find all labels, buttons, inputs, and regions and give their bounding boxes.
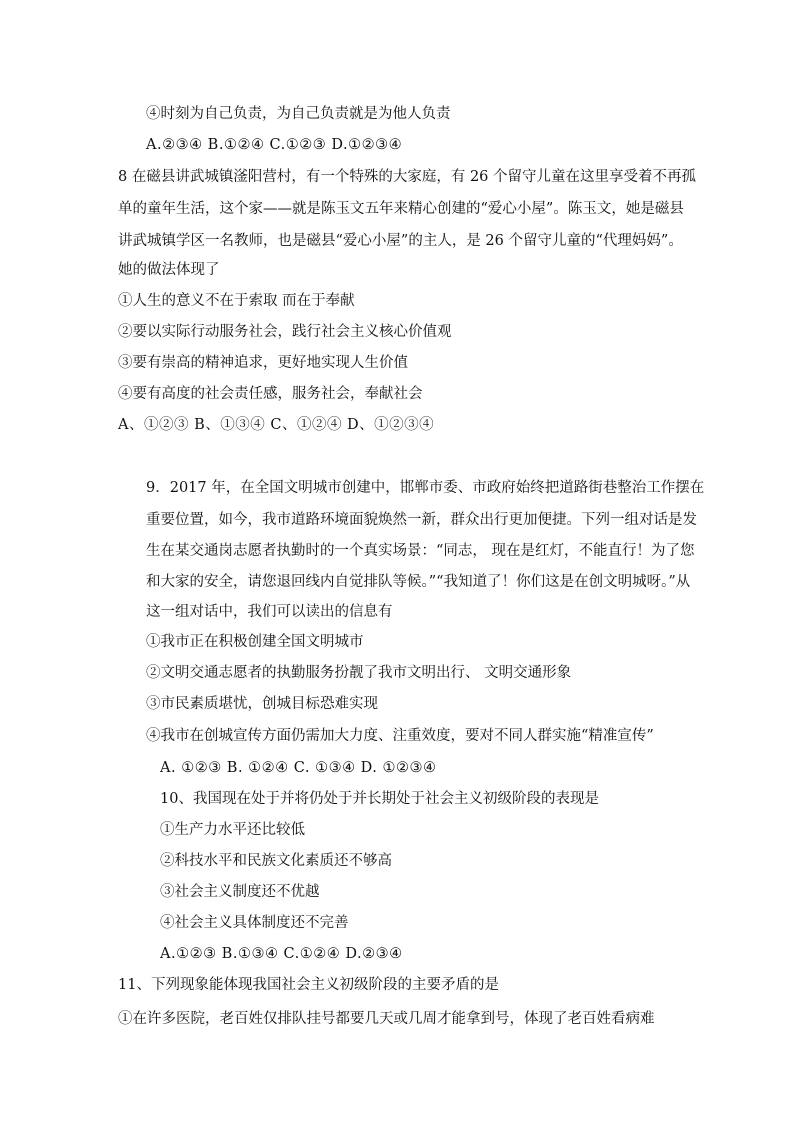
q8-stem-line-1: 8 在磁县讲武城镇滏阳营村，有一个特殊的大家庭，有 26 个留守儿童在这里享受着不再孤 (118, 169, 696, 185)
q9-stem-line-1: 9．2017 年，在全国文明城市创建中，邯郸市委、市政府始终把道路街巷整治工作摆在 (146, 480, 705, 496)
q9-statement-2: ②文明交通志愿者的执勤服务扮靓了我市文明出行、 文明交通形象 (146, 665, 572, 681)
q8-stem-line-2: 单的童年生活，这个家——就是陈玉文五年来精心创建的“爱心小屋”。陈玉文，她是磁县 (118, 201, 684, 217)
q8-statement-1: ①人生的意义不在于索取 而在于奉献 (118, 293, 355, 309)
q8-statement-2: ②要以实际行动服务社会，践行社会主义核心价值观 (118, 324, 452, 340)
q10-statement-1: ①生产力水平还比较低 (160, 822, 305, 838)
q9-options: A. ①②③ B. ①②④ C. ①③④ D. ①②③④ (160, 760, 437, 776)
q10-statement-2: ②科技水平和民族文化素质还不够高 (160, 853, 392, 869)
q9-stem-line-5: 这一组对话中，我们可以读出的信息有 (146, 604, 393, 620)
q10-stem: 10、我国现在处于并将仍处于并长期处于社会主义初级阶段的表现是 (160, 791, 599, 807)
q11-stem: 11、下列现象能体现我国社会主义初级阶段的主要矛盾的是 (118, 977, 499, 993)
q10-statement-4: ④社会主义具体制度还不完善 (160, 915, 349, 931)
q10-statement-3: ③社会主义制度还不优越 (160, 884, 320, 900)
q11-statement-1: ①在许多医院，老百姓仅排队挂号都要几天或几周才能拿到号，体现了老百姓看病难 (118, 1011, 655, 1027)
q9-stem-line-4: 和大家的安全，请您退回线内自觉排队等候。”“我知道了！你们这是在创文明城呀。”从 (146, 574, 691, 590)
q8-statement-3: ③要有崇高的精神追求，更好地实现人生价值 (118, 355, 408, 371)
q7-options: A.②③④ B.①②④ C.①②③ D.①②③④ (146, 137, 403, 153)
q9-stem-line-2: 重要位置，如今，我市道路环境面貌焕然一新，群众出行更加便捷。下列一组对话是发 (146, 512, 697, 528)
q8-options: A、①②③ B、①③④ C、①②④ D、①②③④ (118, 417, 435, 433)
q8-stem-line-3: 讲武城镇学区一名教师，也是磁县“爱心小屋”的主人，是 26 个留守儿童的“代理妈妈”。 (118, 233, 683, 249)
q9-statement-1: ①我市正在积极创建全国文明城市 (146, 634, 364, 650)
q9-stem-line-3: 生在某交通岗志愿者执勤时的一个真实场景：“同志， 现在是红灯，不能直行！为了您 (146, 543, 695, 559)
q8-statement-4: ④要有高度的社会责任感，服务社会，奉献社会 (118, 386, 423, 402)
q10-options: A.①②③ B.①③④ C.①②④ D.②③④ (160, 946, 403, 962)
q9-statement-3: ③市民素质堪忧，创城目标恐难实现 (146, 696, 378, 712)
q7-statement-4: ④时刻为自己负责，为自己负责就是为他人负责 (146, 106, 451, 122)
q8-stem-line-4: 她的做法体现了 (118, 262, 220, 278)
q9-statement-4: ④我市在创城宣传方面仍需加大力度、注重效度，要对不同人群实施“精准宣传” (146, 728, 654, 744)
